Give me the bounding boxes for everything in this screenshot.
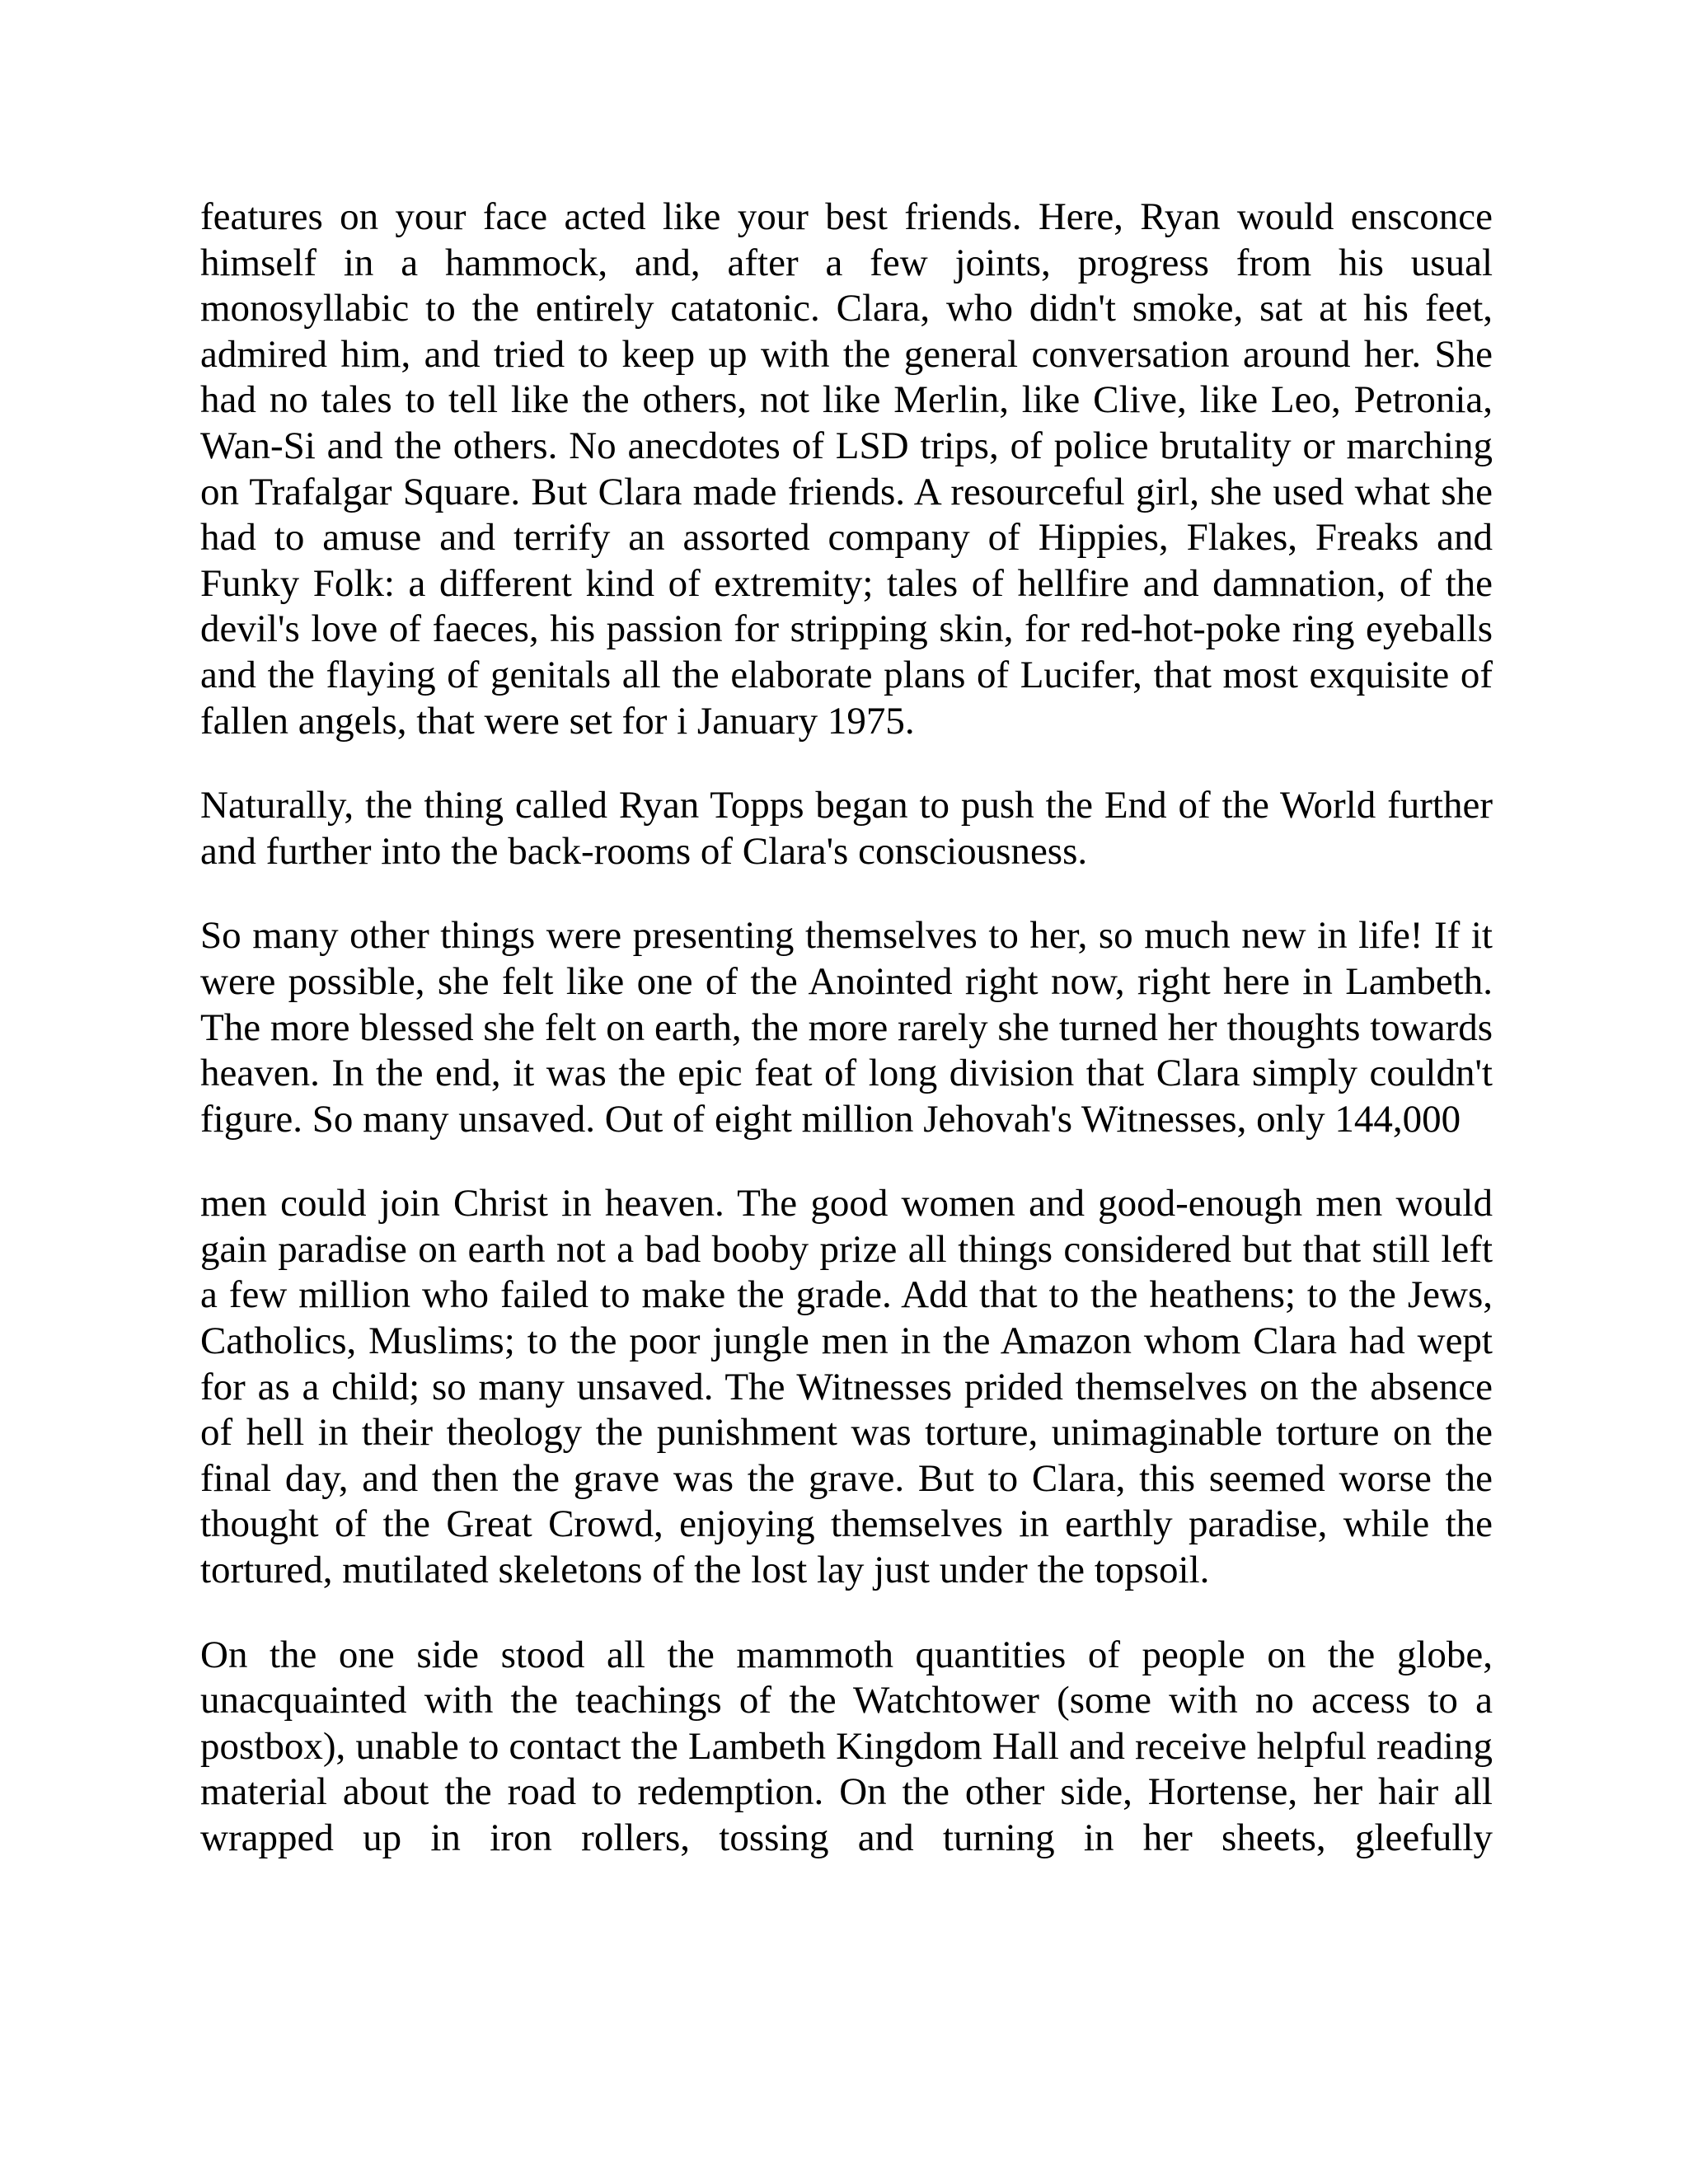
body-text [200,194,1493,1900]
paragraph-1: features on your face acted like your best friends. Here, Ryan would ensconce himself in a hammock, and, after a few joints, progress from his usual monosyllabic to the entirely catatonic. Clara, who didn't smoke, sat at his feet, admired him, and tried to keep up with the general conversation around her. She had no tales to tell like the others, not like Merlin, like Clive, like Leo, Petronia, Wan-Si and the others. No anecdotes of LSD trips, of police brutality or marching on Trafalgar Square. But Clara made friends. A resourceful girl, she used what she had to amuse and terrify an assorted company of Hippies, Flakes, Freaks and Funky Folk: a different kind of extremity; tales of hellfire and damnation, of the devil's love of faeces, his passion for stripping skin, for red-hot-poke ring eyeballs and the flaying of genitals all the elaborate plans of Lucifer, that most exquisite of fallen angels, that were set for i January 1975. [200,195,1493,743]
paragraph-4: men could join Christ in heaven. The good women and good-enough men would gain paradise on earth not a bad booby prize all things considered but that still left a few million who failed to make the grade. Add that to the heathens; to the Jews, Catholics, Muslims; to the poor jungle men in the Amazon whom Clara had wept for as a child; so many unsaved. The Witnesses prided themselves on the absence of hell in their theology the punishment was torture, unimaginable torture on the final day, and then the grave was the grave. But to Clara, this seemed worse the thought of the Great Crowd, enjoying themselves in earthly paradise, while the tortured, mutilated skeletons of the lost lay just under the topsoil. [200,1182,1493,1592]
paragraph-3: So many other things were presenting themselves to her, so much new in life! If it were possible, she felt like one of the Anointed right now, right here in Lambeth. The more blessed she felt on earth, the more rarely she turned her thoughts towards heaven. In the end, it was the epic feat of long division that Clara simply couldn't figure. So many unsaved. Out of eight million Jehovah's Witnesses, only 144,000 [200,914,1493,1141]
paragraph-2: Naturally, the thing called Ryan Topps began to push the End of the World further and further into the back-rooms of Clara's consciousness. [200,784,1493,873]
paragraph-5: On the one side stood all the mammoth quantities of people on the globe, unacquainted with the teachings of the Watchtower (some with no access to a postbox), unable to contact the Lambeth Kingdom Hall and receive helpful reading material about the road to redemption. On the other side, Hortense, her hair all wrapped up in iron rollers, tossing and turning in her sheets, gleefully [200,1633,1493,1859]
